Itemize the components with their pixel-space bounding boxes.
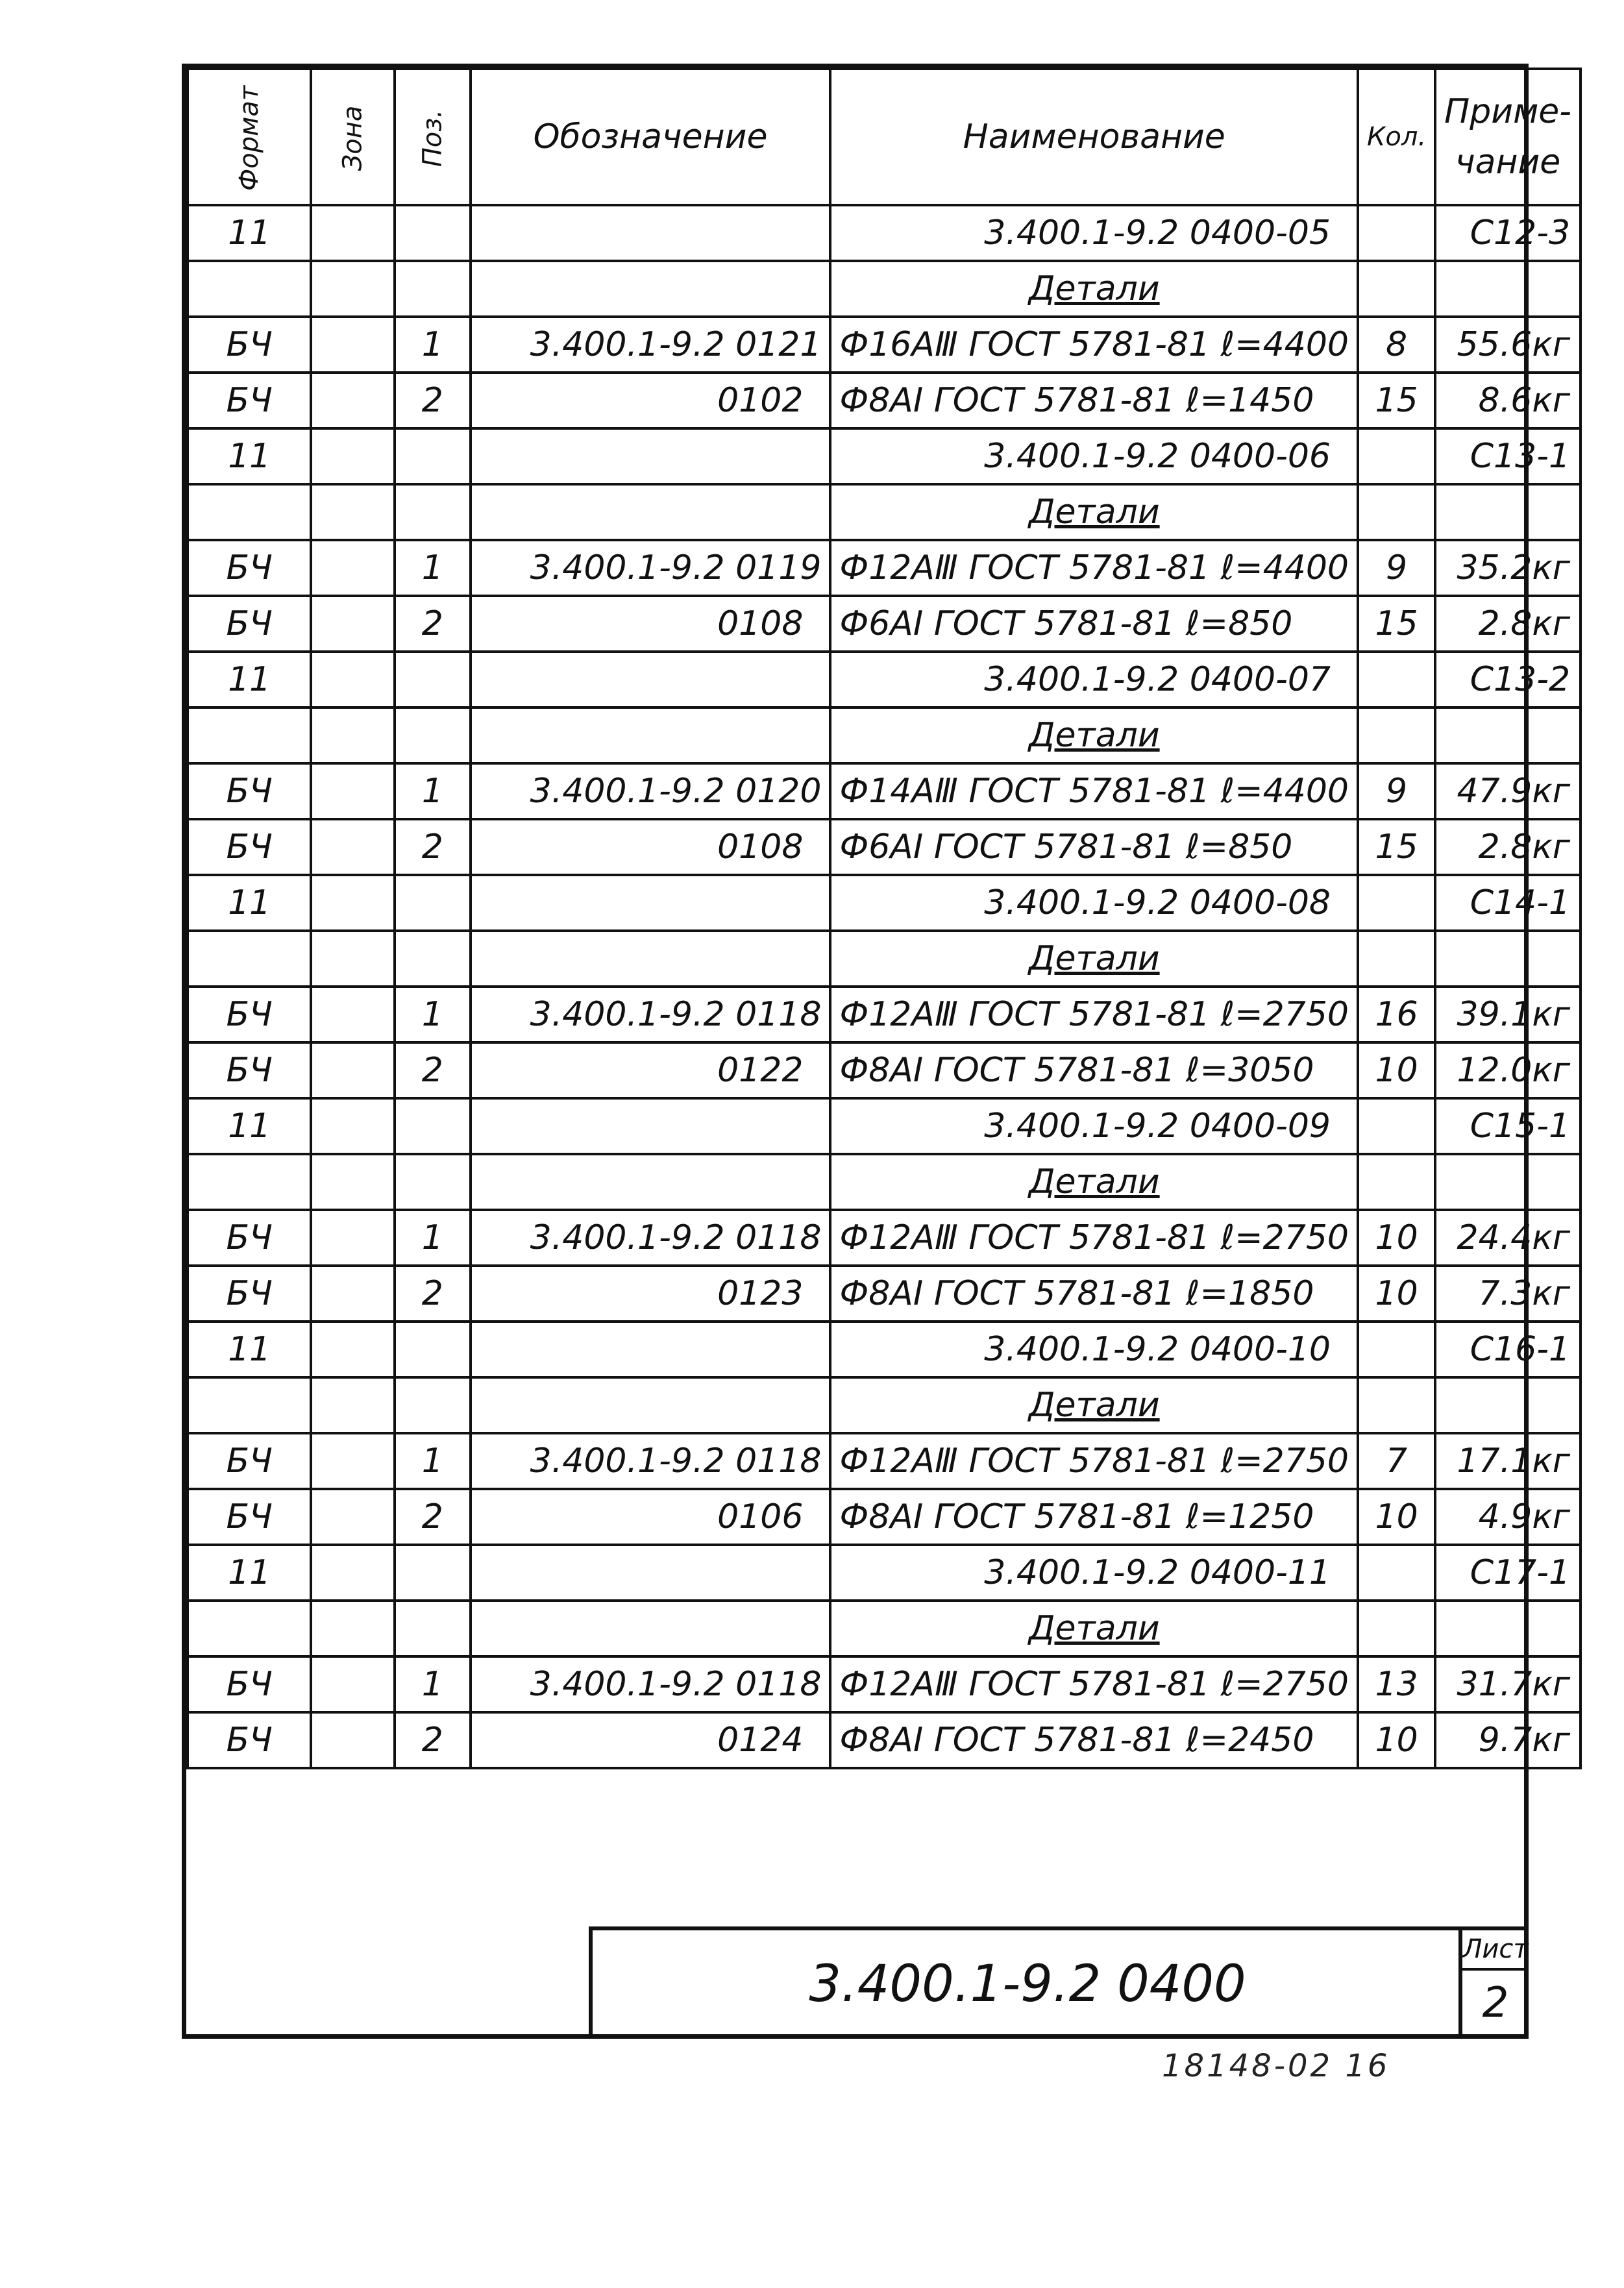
cell-designation: 0108 (471, 596, 831, 652)
cell-designation: 0123 (471, 1266, 831, 1322)
cell-note: 31.7кг (1435, 1656, 1581, 1712)
cell-quantity (1358, 707, 1435, 763)
cell-name: 3.400.1-9.2 0400-09 (830, 1098, 1358, 1154)
cell-format: БЧ (188, 317, 311, 373)
cell-designation: 3.400.1-9.2 0121 (471, 317, 831, 373)
cell-designation: 3.400.1-9.2 0119 (471, 540, 831, 596)
cell-designation: 3.400.1-9.2 0118 (471, 1433, 831, 1489)
cell-note: С13-2 (1435, 652, 1581, 707)
cell-zone (311, 987, 395, 1042)
cell-format: БЧ (188, 1489, 311, 1545)
document-code: 3.400.1-9.2 0400 (809, 1955, 1246, 2013)
cell-zone (311, 540, 395, 596)
cell-designation (471, 261, 831, 317)
cell-name: Ф12АⅢ ГОСТ 5781-81 ℓ=2750 (830, 1656, 1358, 1712)
cell-note: С17-1 (1435, 1545, 1581, 1601)
cell-position: 1 (395, 1656, 471, 1712)
cell-name: 3.400.1-9.2 0400-05 (830, 205, 1358, 261)
cell-note (1435, 1601, 1581, 1656)
cell-zone (311, 1712, 395, 1768)
header-zone: Зона (311, 69, 395, 205)
cell-position (395, 1377, 471, 1433)
cell-quantity: 8 (1358, 317, 1435, 373)
cell-designation: 0122 (471, 1042, 831, 1098)
cell-note (1435, 707, 1581, 763)
cell-position: 2 (395, 1266, 471, 1322)
cell-name: Детали (830, 484, 1358, 540)
cell-quantity (1358, 875, 1435, 931)
cell-position (395, 1098, 471, 1154)
table-row (188, 261, 1581, 317)
cell-zone (311, 317, 395, 373)
table-row (188, 1210, 1581, 1266)
cell-format (188, 1154, 311, 1210)
cell-designation: 0102 (471, 373, 831, 428)
cell-position (395, 652, 471, 707)
cell-position: 2 (395, 1489, 471, 1545)
cell-format (188, 261, 311, 317)
cell-format (188, 1601, 311, 1656)
cell-position: 1 (395, 540, 471, 596)
cell-designation: 3.400.1-9.2 0118 (471, 1210, 831, 1266)
cell-position: 2 (395, 596, 471, 652)
cell-position (395, 1545, 471, 1601)
cell-note: 12.0кг (1435, 1042, 1581, 1098)
cell-designation: 3.400.1-9.2 0118 (471, 987, 831, 1042)
cell-position (395, 875, 471, 931)
cell-format: БЧ (188, 1433, 311, 1489)
cell-zone (311, 1545, 395, 1601)
cell-format: 11 (188, 1545, 311, 1601)
table-row (188, 819, 1581, 875)
cell-quantity (1358, 428, 1435, 484)
cell-quantity (1358, 1545, 1435, 1601)
cell-name: Ф6АⅠ ГОСТ 5781-81 ℓ=850 (830, 819, 1358, 875)
cell-format: 11 (188, 1322, 311, 1377)
table-row (188, 1489, 1581, 1545)
cell-format: БЧ (188, 763, 311, 819)
cell-zone (311, 373, 395, 428)
cell-zone (311, 875, 395, 931)
cell-note: 39.1кг (1435, 987, 1581, 1042)
header-note-line1: Приме- (1444, 92, 1572, 131)
cell-note: 9.7кг (1435, 1712, 1581, 1768)
cell-designation (471, 875, 831, 931)
cell-zone (311, 205, 395, 261)
cell-note: С12-3 (1435, 205, 1581, 261)
cell-quantity: 10 (1358, 1042, 1435, 1098)
cell-name: Детали (830, 1377, 1358, 1433)
cell-position (395, 1154, 471, 1210)
cell-position: 1 (395, 763, 471, 819)
archive-number: 18148-02 16 (1162, 2048, 1390, 2084)
cell-designation (471, 1601, 831, 1656)
cell-designation: 3.400.1-9.2 0118 (471, 1656, 831, 1712)
table-row (188, 205, 1581, 261)
cell-name: Ф14АⅢ ГОСТ 5781-81 ℓ=4400 (830, 763, 1358, 819)
cell-quantity (1358, 205, 1435, 261)
cell-name: Детали (830, 1601, 1358, 1656)
cell-position (395, 484, 471, 540)
cell-designation: 3.400.1-9.2 0120 (471, 763, 831, 819)
cell-zone (311, 707, 395, 763)
table-row (188, 484, 1581, 540)
table-row (188, 763, 1581, 819)
table-row (188, 596, 1581, 652)
cell-position: 1 (395, 317, 471, 373)
table-row (188, 987, 1581, 1042)
table-row (188, 1042, 1581, 1098)
cell-zone (311, 652, 395, 707)
cell-position: 2 (395, 1712, 471, 1768)
cell-format: 11 (188, 428, 311, 484)
cell-format: 11 (188, 875, 311, 931)
table-row (188, 707, 1581, 763)
cell-quantity: 16 (1358, 987, 1435, 1042)
cell-position (395, 1601, 471, 1656)
cell-quantity (1358, 1377, 1435, 1433)
cell-zone (311, 1154, 395, 1210)
cell-zone (311, 1377, 395, 1433)
cell-note: 2.8кг (1435, 819, 1581, 875)
cell-note: 8.6кг (1435, 373, 1581, 428)
cell-quantity (1358, 931, 1435, 987)
cell-quantity (1358, 1098, 1435, 1154)
cell-note: 17.1кг (1435, 1433, 1581, 1489)
cell-format: БЧ (188, 373, 311, 428)
cell-note (1435, 261, 1581, 317)
table-row (188, 1433, 1581, 1489)
header-designation: Обозначение (471, 69, 831, 205)
cell-designation (471, 652, 831, 707)
cell-designation (471, 484, 831, 540)
cell-name: Ф8АⅠ ГОСТ 5781-81 ℓ=3050 (830, 1042, 1358, 1098)
cell-position: 1 (395, 1210, 471, 1266)
cell-name: 3.400.1-9.2 0400-10 (830, 1322, 1358, 1377)
cell-note: 4.9кг (1435, 1489, 1581, 1545)
cell-zone (311, 1098, 395, 1154)
cell-zone (311, 484, 395, 540)
table-row (188, 1098, 1581, 1154)
cell-note: 24.4кг (1435, 1210, 1581, 1266)
table-header-row (188, 69, 1581, 205)
cell-format (188, 1377, 311, 1433)
cell-quantity: 7 (1358, 1433, 1435, 1489)
cell-format: БЧ (188, 1210, 311, 1266)
table-row (188, 931, 1581, 987)
cell-name: Детали (830, 261, 1358, 317)
cell-note (1435, 931, 1581, 987)
cell-format: БЧ (188, 1712, 311, 1768)
cell-zone (311, 428, 395, 484)
cell-designation: 0108 (471, 819, 831, 875)
cell-name: 3.400.1-9.2 0400-11 (830, 1545, 1358, 1601)
cell-note: 47.9кг (1435, 763, 1581, 819)
table-row (188, 428, 1581, 484)
cell-note: 2.8кг (1435, 596, 1581, 652)
cell-quantity: 15 (1358, 596, 1435, 652)
cell-note: С13-1 (1435, 428, 1581, 484)
cell-note: 7.3кг (1435, 1266, 1581, 1322)
cell-format: БЧ (188, 596, 311, 652)
table-row (188, 317, 1581, 373)
cell-format (188, 931, 311, 987)
cell-quantity: 10 (1358, 1266, 1435, 1322)
cell-quantity (1358, 1154, 1435, 1210)
table-row (188, 652, 1581, 707)
specification-sheet (182, 64, 1572, 2039)
cell-format: БЧ (188, 1042, 311, 1098)
cell-note: 55.6кг (1435, 317, 1581, 373)
cell-quantity: 10 (1358, 1210, 1435, 1266)
cell-zone (311, 819, 395, 875)
cell-designation (471, 1322, 831, 1377)
cell-position: 1 (395, 1433, 471, 1489)
cell-quantity: 10 (1358, 1489, 1435, 1545)
sheet-number-box (1458, 1930, 1529, 2038)
cell-format: БЧ (188, 987, 311, 1042)
cell-quantity: 10 (1358, 1712, 1435, 1768)
cell-quantity (1358, 261, 1435, 317)
cell-note: 35.2кг (1435, 540, 1581, 596)
cell-zone (311, 1210, 395, 1266)
cell-zone (311, 261, 395, 317)
table-row (188, 1266, 1581, 1322)
cell-quantity: 15 (1358, 819, 1435, 875)
cell-designation (471, 1377, 831, 1433)
cell-name: Ф8АⅠ ГОСТ 5781-81 ℓ=1850 (830, 1266, 1358, 1322)
cell-designation (471, 428, 831, 484)
cell-name: 3.400.1-9.2 0400-07 (830, 652, 1358, 707)
cell-note (1435, 1154, 1581, 1210)
cell-position: 2 (395, 819, 471, 875)
sheet-label: Лист (1462, 1930, 1529, 1971)
title-block (589, 1926, 1529, 2038)
cell-quantity: 13 (1358, 1656, 1435, 1712)
cell-position (395, 1322, 471, 1377)
header-format: Формат (188, 69, 311, 205)
cell-zone (311, 1601, 395, 1656)
cell-note (1435, 1377, 1581, 1433)
table-row (188, 373, 1581, 428)
cell-position (395, 931, 471, 987)
cell-format: БЧ (188, 819, 311, 875)
cell-designation: 0106 (471, 1489, 831, 1545)
cell-name: Ф8АⅠ ГОСТ 5781-81 ℓ=1250 (830, 1489, 1358, 1545)
cell-quantity: 9 (1358, 763, 1435, 819)
header-name: Наименование (830, 69, 1358, 205)
table-row (188, 1545, 1581, 1601)
cell-zone (311, 1042, 395, 1098)
cell-quantity: 15 (1358, 373, 1435, 428)
cell-name: Детали (830, 931, 1358, 987)
cell-format: 11 (188, 652, 311, 707)
cell-zone (311, 763, 395, 819)
table-row (188, 1656, 1581, 1712)
cell-designation (471, 1545, 831, 1601)
cell-name: Ф12АⅢ ГОСТ 5781-81 ℓ=4400 (830, 540, 1358, 596)
cell-name: Ф12АⅢ ГОСТ 5781-81 ℓ=2750 (830, 1433, 1358, 1489)
cell-format: 11 (188, 1098, 311, 1154)
cell-note (1435, 484, 1581, 540)
header-note-line2: чание (1455, 143, 1561, 182)
cell-zone (311, 931, 395, 987)
cell-position (395, 707, 471, 763)
cell-format: БЧ (188, 1656, 311, 1712)
cell-name: Детали (830, 1154, 1358, 1210)
cell-quantity (1358, 484, 1435, 540)
cell-zone (311, 1322, 395, 1377)
cell-note: С14-1 (1435, 875, 1581, 931)
cell-name: Детали (830, 707, 1358, 763)
cell-name: Ф8АⅠ ГОСТ 5781-81 ℓ=2450 (830, 1712, 1358, 1768)
cell-name: Ф6АⅠ ГОСТ 5781-81 ℓ=850 (830, 596, 1358, 652)
cell-name: Ф12АⅢ ГОСТ 5781-81 ℓ=2750 (830, 987, 1358, 1042)
cell-position (395, 205, 471, 261)
cell-designation (471, 1154, 831, 1210)
cell-position (395, 428, 471, 484)
cell-quantity: 9 (1358, 540, 1435, 596)
header-note (1435, 69, 1581, 205)
cell-quantity (1358, 652, 1435, 707)
cell-name: Ф12АⅢ ГОСТ 5781-81 ℓ=2750 (830, 1210, 1358, 1266)
cell-note: С15-1 (1435, 1098, 1581, 1154)
table-row (188, 875, 1581, 931)
cell-quantity (1358, 1322, 1435, 1377)
cell-position: 1 (395, 987, 471, 1042)
cell-format (188, 707, 311, 763)
cell-position: 2 (395, 1042, 471, 1098)
sheet-number: 2 (1482, 1979, 1509, 2027)
cell-designation (471, 205, 831, 261)
table-row (188, 1322, 1581, 1377)
cell-name: 3.400.1-9.2 0400-06 (830, 428, 1358, 484)
table-row (188, 1601, 1581, 1656)
cell-designation: 0124 (471, 1712, 831, 1768)
table-row (188, 1154, 1581, 1210)
cell-name: Ф16АⅢ ГОСТ 5781-81 ℓ=4400 (830, 317, 1358, 373)
cell-note: С16-1 (1435, 1322, 1581, 1377)
cell-format: БЧ (188, 540, 311, 596)
cell-name: 3.400.1-9.2 0400-08 (830, 875, 1358, 931)
cell-zone (311, 1433, 395, 1489)
header-quantity: Кол. (1358, 69, 1435, 205)
cell-zone (311, 1266, 395, 1322)
cell-position (395, 261, 471, 317)
cell-designation (471, 931, 831, 987)
table-row (188, 1712, 1581, 1768)
cell-position: 2 (395, 373, 471, 428)
cell-designation (471, 707, 831, 763)
cell-zone (311, 1656, 395, 1712)
cell-name: Ф8АⅠ ГОСТ 5781-81 ℓ=1450 (830, 373, 1358, 428)
cell-quantity (1358, 1601, 1435, 1656)
cell-format: 11 (188, 205, 311, 261)
cell-designation (471, 1098, 831, 1154)
header-position: Поз. (395, 69, 471, 205)
table-row (188, 1377, 1581, 1433)
cell-zone (311, 1489, 395, 1545)
cell-zone (311, 596, 395, 652)
cell-format: БЧ (188, 1266, 311, 1322)
table-row (188, 540, 1581, 596)
specification-table (186, 68, 1582, 1769)
cell-format (188, 484, 311, 540)
